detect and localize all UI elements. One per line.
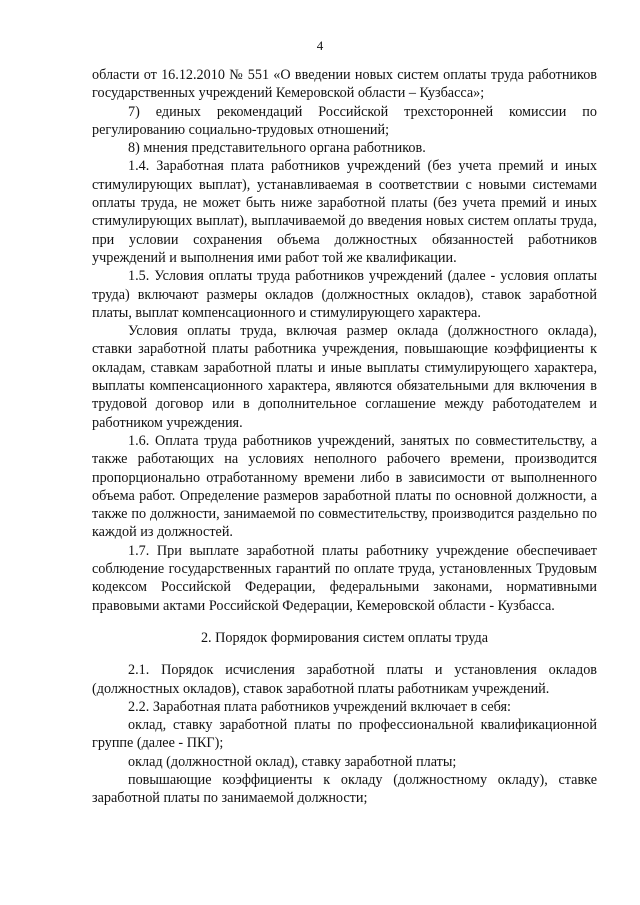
document-body xyxy=(92,66,597,808)
paragraph: 7) единых рекомендаций Российской трехсторонней комиссии по регулированию социально-трудовых отношений; xyxy=(92,103,597,138)
paragraph: области от 16.12.2010 № 551 «О введении новых систем оплаты труда работников государственных учреждений Кемеровской области – Кузбасса»; xyxy=(92,67,597,102)
paragraph: 2.2. Заработная плата работников учреждений включает в себя: xyxy=(128,698,511,715)
paragraph: 1.5. Условия оплаты труда работников учреждений (далее - условия оплаты труда) включают размеры окладов (должностных окладов), ставок заработной платы, выплат компенсационного и стимулирующего характера. xyxy=(92,268,597,321)
paragraph: оклад (должностной оклад), ставку заработной платы; xyxy=(128,753,457,770)
paragraph: 1.7. При выплате заработной платы работнику учреждение обеспечивает соблюдение государственных гарантий по оплате труда, установленных Трудовым кодексом Российской Федерации, федеральными законами, нормативными правовыми актами Российской Федерации, Кемеровской области - Кузбасса. xyxy=(92,542,597,614)
paragraph: Условия оплаты труда, включая размер оклада (должностного оклада), ставки заработной платы работника учреждения, повышающие коэффициенты к окладам, ставкам заработной платы и иные выплаты стимулирующего характера, выплаты компенсационного характера, являются обязательными для включения в трудовой договор или в дополнительное соглашение между работодателем и работником учреждения. xyxy=(92,323,597,431)
paragraph: 1.6. Оплата труда работников учреждений, занятых по совместительству, а также работающих на условиях неполного рабочего времени, производится пропорционально отработанному времени либо в зависимости от выполненного объема работ. Определение размеров заработной платы по основной должности, а также по должности, занимаемой по совместительству, производится раздельно по каждой из должностей. xyxy=(92,432,597,541)
paragraph: повышающие коэффициенты к окладу (должностному окладу), ставке заработной платы по занимаемой должности; xyxy=(92,771,597,807)
paragraph: 2.1. Порядок исчисления заработной платы и установления окладов (должностных окладов), ставок заработной платы работникам учреждений. xyxy=(92,662,597,697)
section-heading: 2. Порядок формирования систем оплаты труда xyxy=(200,629,489,646)
page-number: 4 xyxy=(316,38,324,53)
paragraph: 8) мнения представительного органа работников. xyxy=(128,140,426,157)
paragraph: 1.4. Заработная плата работников учреждений (без учета премий и иных стимулирующих выплат), устанавливаемая в соответствии с новыми системами оплаты труда, не может быть ниже заработной платы (без учета премий и иных стимулирующих выплат), выплачиваемой до введения новых систем оплаты труда, при условии сохранения объема должностных обязанностей работников учреждений и выполнения ими работ той же квалификации. xyxy=(92,158,597,266)
paragraph: оклад, ставку заработной платы по профессиональной квалификационной группе (далее - ПКГ); xyxy=(92,717,597,752)
